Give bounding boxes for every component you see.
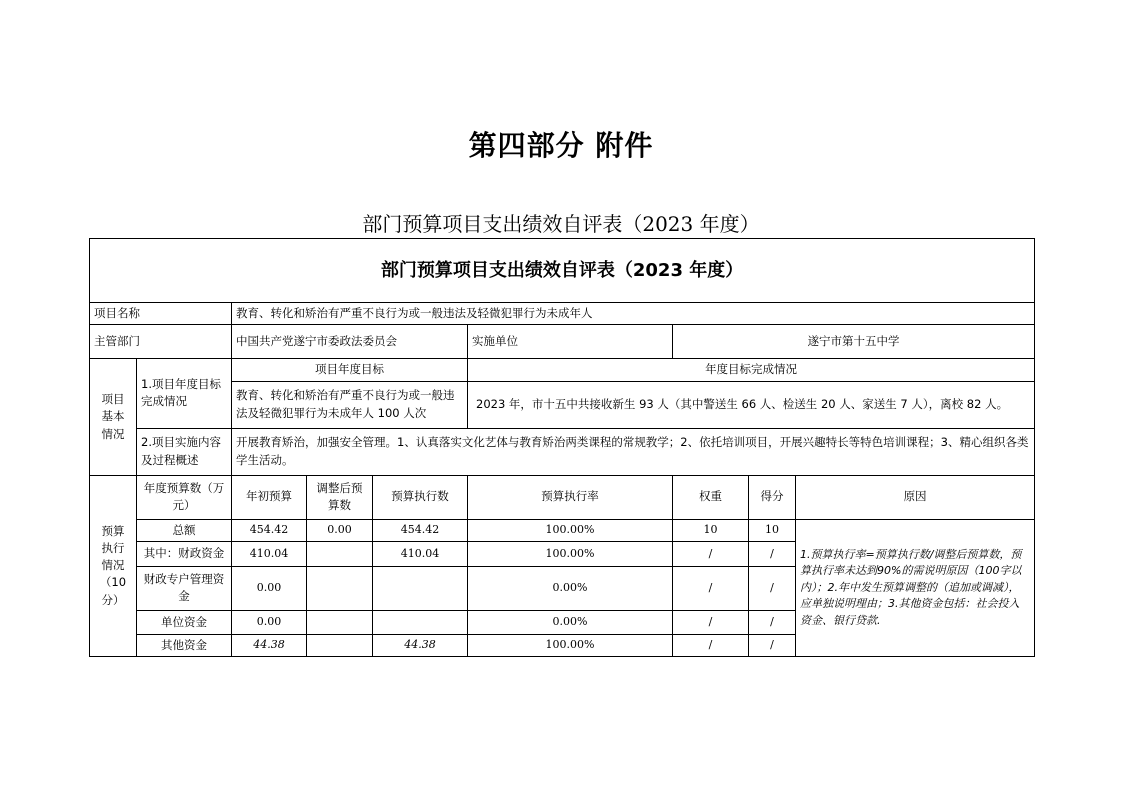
- executed-budget: 44.38: [373, 634, 468, 656]
- initial-budget: 44.38: [232, 634, 307, 656]
- score: /: [749, 566, 796, 610]
- completion-col-header: 年度目标完成情况: [468, 359, 1035, 381]
- self-evaluation-table: [89, 238, 1035, 657]
- weight: /: [673, 610, 749, 634]
- dept-label: 主管部门: [90, 325, 232, 359]
- doc-title: 部门预算项目支出绩效自评表（2023 年度）: [362, 212, 760, 236]
- impl-value: 遂宁市第十五中学: [673, 325, 1035, 359]
- weight: /: [673, 541, 749, 566]
- goal-label: 1.项目年度目标完成情况: [137, 359, 232, 428]
- part-title: 第四部分 附件: [468, 129, 654, 162]
- row-name: 其他资金: [137, 634, 232, 656]
- weight: /: [673, 566, 749, 610]
- executed-budget: [373, 610, 468, 634]
- adjusted-budget: [307, 566, 373, 610]
- budget-header: 预算执行率: [468, 475, 673, 519]
- execution-rate: 100.00%: [468, 541, 673, 566]
- table-banner: 部门预算项目支出绩效自评表（2023 年度）: [90, 239, 1035, 303]
- executed-budget: 410.04: [373, 541, 468, 566]
- budget-header: 原因: [796, 475, 1035, 519]
- initial-budget: 454.42: [232, 519, 307, 541]
- budget-header: 预算执行数: [373, 475, 468, 519]
- process-label: 2.项目实施内容及过程概述: [137, 428, 232, 475]
- budget-header: 调整后预算数: [307, 475, 373, 519]
- execution-rate: 100.00%: [468, 519, 673, 541]
- adjusted-budget: [307, 634, 373, 656]
- completion-text: 2023 年，市十五中共接收新生 93 人（其中警送生 66 人、检送生 20 人、家送生 7 人），离校 82 人。: [468, 381, 1035, 428]
- execution-rate: 0.00%: [468, 566, 673, 610]
- budget-header: 年度预算数（万元）: [137, 475, 232, 519]
- adjusted-budget: [307, 610, 373, 634]
- reason-note: 1.预算执行率=预算执行数/调整后预算数，预算执行率未达到90%的需说明原因（100字以内）；2.年中发生预算调整的（追加或调减），应单独说明理由；3.其他资金包括：社会投入资金、银行贷款.: [796, 519, 1035, 657]
- project-name-label: 项目名称: [90, 303, 232, 325]
- budget-header: 权重: [673, 475, 749, 519]
- execution-rate: 0.00%: [468, 610, 673, 634]
- budget-header: 得分: [749, 475, 796, 519]
- score: 10: [749, 519, 796, 541]
- budget-header: 年初预算: [232, 475, 307, 519]
- process-text: 开展教育矫治，加强安全管理。1、认真落实文化艺体与教育矫治两类课程的常规教学；2、依托培训项目，开展兴趣特长等特色培训课程；3、精心组织各类学生活动。: [232, 428, 1035, 475]
- row-name: 单位资金: [137, 610, 232, 634]
- initial-budget: 0.00: [232, 610, 307, 634]
- dept-value: 中国共产党遂宁市委政法委员会: [232, 325, 468, 359]
- executed-budget: [373, 566, 468, 610]
- initial-budget: 0.00: [232, 566, 307, 610]
- adjusted-budget: 0.00: [307, 519, 373, 541]
- table-row: [90, 519, 1035, 541]
- execution-rate: 100.00%: [468, 634, 673, 656]
- goal-text: 教育、转化和矫治有严重不良行为或一般违法及轻微犯罪行为未成年人 100 人次: [232, 381, 468, 428]
- executed-budget: 454.42: [373, 519, 468, 541]
- initial-budget: 410.04: [232, 541, 307, 566]
- score: /: [749, 634, 796, 656]
- score: /: [749, 541, 796, 566]
- weight: 10: [673, 519, 749, 541]
- row-name: 总额: [137, 519, 232, 541]
- budget-section: 预算执行情况（10分）: [90, 475, 137, 657]
- row-name: 其中：财政资金: [137, 541, 232, 566]
- row-name: 财政专户管理资金: [137, 566, 232, 610]
- project-name-value: 教育、转化和矫治有严重不良行为或一般违法及轻微犯罪行为未成年人: [232, 303, 1035, 325]
- basic-info-section: 项目基本情况: [90, 359, 137, 475]
- impl-label: 实施单位: [468, 325, 673, 359]
- score: /: [749, 610, 796, 634]
- weight: /: [673, 634, 749, 656]
- goal-col-header: 项目年度目标: [232, 359, 468, 381]
- adjusted-budget: [307, 541, 373, 566]
